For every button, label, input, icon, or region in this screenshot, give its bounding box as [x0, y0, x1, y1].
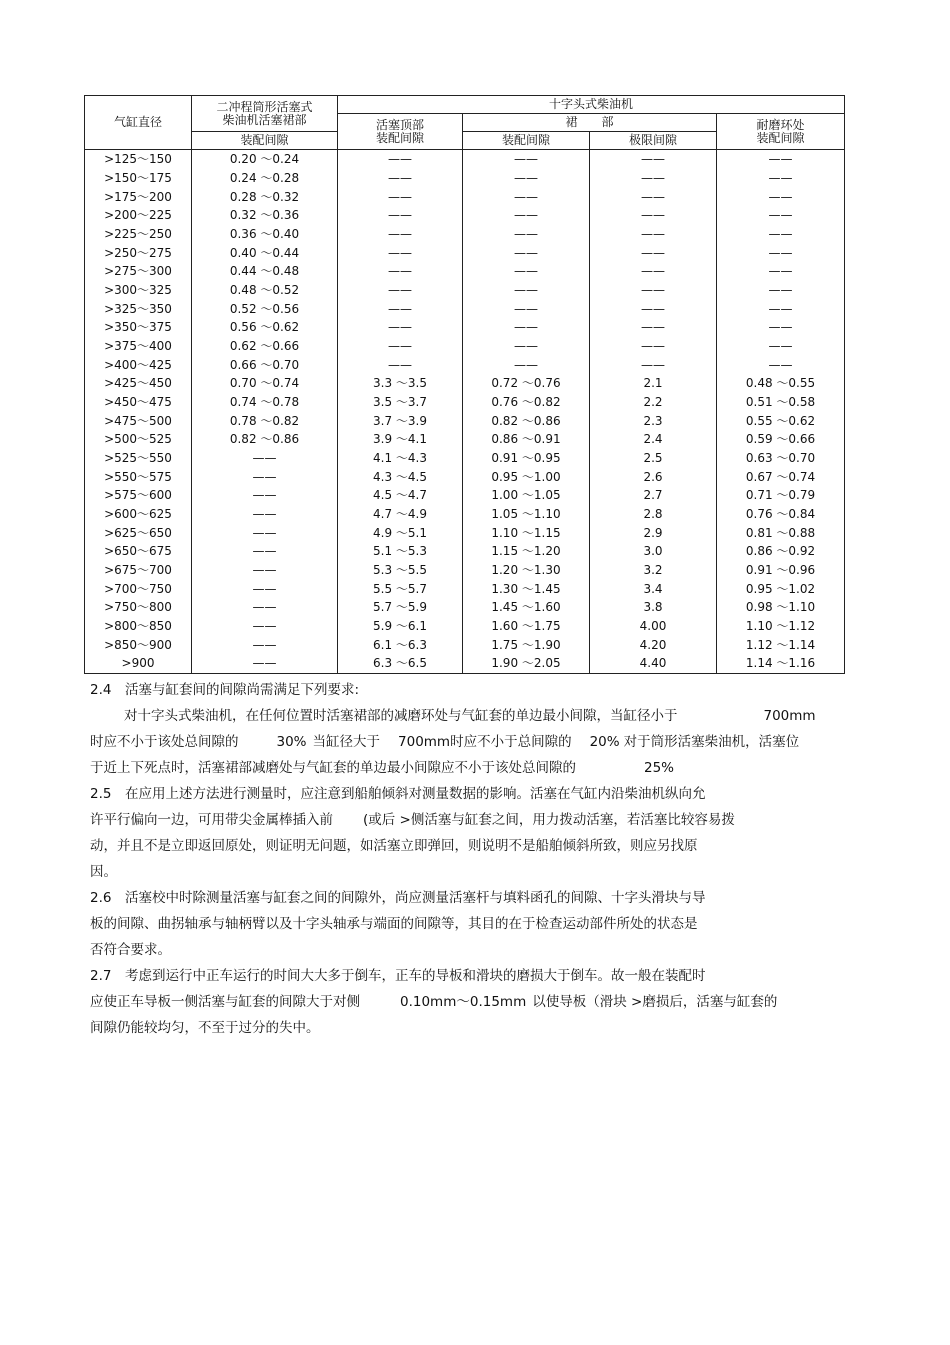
- cell-piston-top: 4.3 ～4.5: [338, 467, 463, 486]
- cell-skirt-assembly: 0.86 ～0.91: [463, 430, 590, 449]
- cell-wear-ring: 0.63 ～0.70: [717, 449, 845, 468]
- table-row: [85, 150, 845, 169]
- cell-two-stroke: ——: [192, 486, 338, 505]
- cell-skirt-assembly: ——: [463, 187, 590, 206]
- cell-skirt-limit: 4.40: [590, 654, 717, 673]
- section-2-4-line-2-text-a: 时应不小于该处总间隙的: [90, 734, 239, 750]
- cell-wear-ring: 0.91 ～0.96: [717, 561, 845, 580]
- section-2-4-line-2-text-d: 对于筒形活塞柴油机，活塞位: [623, 734, 800, 750]
- cell-bore: >450～475: [85, 393, 192, 412]
- cell-wear-ring: 0.67 ～0.74: [717, 467, 845, 486]
- section-2-5-line-2-text-b: (或后 >侧活塞与缸套之间，用力拨动活塞，若活塞比较容易拨: [363, 812, 735, 828]
- cell-two-stroke: 0.40 ～0.44: [192, 243, 338, 262]
- table-row: [85, 411, 845, 430]
- header-wear-ring: [717, 114, 845, 150]
- cell-wear-ring: ——: [717, 262, 845, 281]
- cell-piston-top: ——: [338, 262, 463, 281]
- cell-wear-ring: 0.95 ～1.02: [717, 579, 845, 598]
- cell-bore: >900: [85, 654, 192, 673]
- cell-skirt-limit: ——: [590, 187, 717, 206]
- cell-piston-top: ——: [338, 169, 463, 188]
- table-row: [85, 355, 845, 374]
- cell-piston-top: ——: [338, 150, 463, 169]
- cell-two-stroke: ——: [192, 561, 338, 580]
- cell-skirt-limit: ——: [590, 225, 717, 244]
- section-2-6-line-3: 否符合要求。: [90, 942, 171, 958]
- cell-wear-ring: 0.51 ～0.58: [717, 393, 845, 412]
- cell-piston-top: 3.9 ～4.1: [338, 430, 463, 449]
- header-skirt-assembly: 装配间隙: [463, 132, 590, 150]
- cell-wear-ring: ——: [717, 243, 845, 262]
- cell-bore: >750～800: [85, 598, 192, 617]
- cell-bore: >225～250: [85, 225, 192, 244]
- table-row: [85, 262, 845, 281]
- cell-bore: >425～450: [85, 374, 192, 393]
- section-2-4-heading: 2.4 活塞与缸套间的间隙尚需满足下列要求:: [90, 682, 360, 698]
- section-2-7-value-offset: 0.10mm～0.15mm: [400, 994, 527, 1010]
- cell-skirt-limit: 2.6: [590, 467, 717, 486]
- cell-piston-top: 3.3 ～3.5: [338, 374, 463, 393]
- section-2-4-value-700mm-a: 700mm: [763, 708, 816, 724]
- header-wear-ring-line1: 耐磨环处: [756, 117, 805, 132]
- cell-two-stroke: 0.74 ～0.78: [192, 393, 338, 412]
- cell-piston-top: ——: [338, 355, 463, 374]
- section-2-6-line-1: 2.6 活塞校中时除测量活塞与缸套之间的间隙外，尚应测量活塞杆与填料函孔的间隙、十字头滑块与导: [90, 890, 706, 906]
- cell-skirt-assembly: 1.10 ～1.15: [463, 523, 590, 542]
- cell-bore: >325～350: [85, 299, 192, 318]
- cell-bore: >675～700: [85, 561, 192, 580]
- cell-skirt-assembly: 0.82 ～0.86: [463, 411, 590, 430]
- cell-piston-top: ——: [338, 225, 463, 244]
- cell-skirt-limit: 2.2: [590, 393, 717, 412]
- section-2-4-value-20pct: 20%: [589, 734, 620, 750]
- cell-bore: >175～200: [85, 187, 192, 206]
- cell-wear-ring: 0.55 ～0.62: [717, 411, 845, 430]
- cell-skirt-limit: 2.9: [590, 523, 717, 542]
- cell-two-stroke: 0.32 ～0.36: [192, 206, 338, 225]
- cell-two-stroke: 0.66 ～0.70: [192, 355, 338, 374]
- cell-two-stroke: 0.24 ～0.28: [192, 169, 338, 188]
- section-2-4-line-3-text: 于近上下死点时，活塞裙部减磨处与气缸套的单边最小间隙应不小于该处总间隙的: [90, 760, 576, 776]
- section-2-5-line-1: 2.5 在应用上述方法进行测量时，应注意到船舶倾斜对测量数据的影响。活塞在气缸内沿柴油机纵向允: [90, 786, 706, 802]
- section-2-4-line-1-text: 对十字头式柴油机，在任何位置时活塞裙部的减磨环处与气缸套的单边最小间隙，当缸径小于: [124, 708, 678, 724]
- section-2-4-value-25pct: 25%: [644, 760, 675, 776]
- cell-wear-ring: 1.14 ～1.16: [717, 654, 845, 673]
- cell-skirt-assembly: ——: [463, 206, 590, 225]
- cell-bore: >125～150: [85, 150, 192, 169]
- cell-wear-ring: ——: [717, 299, 845, 318]
- cell-wear-ring: ——: [717, 169, 845, 188]
- cell-skirt-limit: 2.7: [590, 486, 717, 505]
- cell-skirt-assembly: 1.45 ～1.60: [463, 598, 590, 617]
- header-bore: 气缸直径: [85, 96, 192, 150]
- cell-two-stroke: 0.48 ～0.52: [192, 281, 338, 300]
- cell-skirt-limit: ——: [590, 281, 717, 300]
- cell-two-stroke: 0.82 ～0.86: [192, 430, 338, 449]
- cell-skirt-limit: 3.0: [590, 542, 717, 561]
- table-row: [85, 635, 845, 654]
- cell-bore: >625～650: [85, 523, 192, 542]
- table-row: [85, 505, 845, 524]
- cell-bore: >525～550: [85, 449, 192, 468]
- table-row: [85, 225, 845, 244]
- table-row: [85, 654, 845, 673]
- cell-skirt-assembly: 0.91 ～0.95: [463, 449, 590, 468]
- cell-piston-top: 5.7 ～5.9: [338, 598, 463, 617]
- cell-wear-ring: 0.76 ～0.84: [717, 505, 845, 524]
- cell-piston-top: 5.3 ～5.5: [338, 561, 463, 580]
- cell-bore: >375～400: [85, 337, 192, 356]
- cell-bore: >475～500: [85, 411, 192, 430]
- cell-wear-ring: 0.98 ～1.10: [717, 598, 845, 617]
- section-2-7-line-1: 2.7 考虑到运行中正车运行的时间大大多于倒车，正车的导板和滑块的磨损大于倒车。故一般在装配时: [90, 968, 706, 984]
- table-row: [85, 243, 845, 262]
- cell-skirt-limit: ——: [590, 262, 717, 281]
- cell-skirt-limit: ——: [590, 206, 717, 225]
- cell-piston-top: ——: [338, 243, 463, 262]
- section-2-4-value-30pct: 30%: [276, 734, 307, 750]
- cell-piston-top: ——: [338, 337, 463, 356]
- header-two-stroke-line2: 柴油机活塞裙部: [222, 112, 307, 127]
- cell-piston-top: 6.3 ～6.5: [338, 654, 463, 673]
- cell-wear-ring: 0.86 ～0.92: [717, 542, 845, 561]
- cell-skirt-assembly: ——: [463, 355, 590, 374]
- table-row: [85, 449, 845, 468]
- cell-skirt-assembly: ——: [463, 299, 590, 318]
- cell-skirt-assembly: ——: [463, 150, 590, 169]
- table-row: [85, 318, 845, 337]
- cell-wear-ring: ——: [717, 355, 845, 374]
- cell-skirt-assembly: 1.15 ～1.20: [463, 542, 590, 561]
- cell-piston-top: 4.7 ～4.9: [338, 505, 463, 524]
- cell-piston-top: 3.5 ～3.7: [338, 393, 463, 412]
- section-2-4-line-3: [90, 755, 880, 781]
- cell-piston-top: ——: [338, 318, 463, 337]
- header-crosshead: 十字头式柴油机: [338, 96, 845, 114]
- cell-two-stroke: 0.56 ～0.62: [192, 318, 338, 337]
- cell-skirt-limit: 2.1: [590, 374, 717, 393]
- cell-skirt-limit: 2.8: [590, 505, 717, 524]
- cell-wear-ring: ——: [717, 281, 845, 300]
- cell-two-stroke: 0.36 ～0.40: [192, 225, 338, 244]
- header-skirt-limit: 极限间隙: [590, 132, 717, 150]
- cell-piston-top: 6.1 ～6.3: [338, 635, 463, 654]
- header-two-stroke-assembly: 装配间隙: [192, 132, 338, 150]
- cell-bore: >350～375: [85, 318, 192, 337]
- header-wear-ring-line2: 装配间隙: [756, 130, 805, 145]
- cell-skirt-limit: ——: [590, 299, 717, 318]
- table-row: [85, 430, 845, 449]
- cell-bore: >500～525: [85, 430, 192, 449]
- cell-bore: >150～175: [85, 169, 192, 188]
- cell-two-stroke: ——: [192, 598, 338, 617]
- cell-piston-top: 4.5 ～4.7: [338, 486, 463, 505]
- section-2-4-line-2: [90, 729, 880, 755]
- cell-skirt-assembly: 1.00 ～1.05: [463, 486, 590, 505]
- table-row: [85, 467, 845, 486]
- cell-wear-ring: ——: [717, 150, 845, 169]
- cell-bore: >650～675: [85, 542, 192, 561]
- table-row: [85, 523, 845, 542]
- section-2-5-line-2-text-a: 许平行偏向一边，可用带尖金属棒插入前: [90, 812, 333, 828]
- section-2-5-line-3: 动，并且不是立即返回原处，则证明无问题，如活塞立即弹回，则说明不是船舶倾斜所致，则应另找原: [90, 838, 698, 854]
- header-piston-top: [338, 114, 463, 150]
- cell-skirt-limit: 3.2: [590, 561, 717, 580]
- cell-two-stroke: 0.44 ～0.48: [192, 262, 338, 281]
- cell-bore: >250～275: [85, 243, 192, 262]
- cell-skirt-assembly: ——: [463, 337, 590, 356]
- cell-piston-top: 5.9 ～6.1: [338, 617, 463, 636]
- header-two-stroke-line1: 二冲程筒形活塞式: [216, 99, 313, 114]
- cell-two-stroke: ——: [192, 505, 338, 524]
- cell-skirt-assembly: ——: [463, 262, 590, 281]
- header-two-stroke: [192, 96, 338, 132]
- cell-skirt-assembly: ——: [463, 225, 590, 244]
- cell-two-stroke: 0.28 ～0.32: [192, 187, 338, 206]
- cell-two-stroke: ——: [192, 523, 338, 542]
- cell-skirt-assembly: ——: [463, 243, 590, 262]
- cell-piston-top: 3.7 ～3.9: [338, 411, 463, 430]
- section-2-7-line-2-text-a: 应使正车导板一侧活塞与缸套的间隙大于对侧: [90, 994, 360, 1010]
- table-row: [85, 579, 845, 598]
- cell-skirt-limit: 3.8: [590, 598, 717, 617]
- cell-skirt-assembly: 0.95 ～1.00: [463, 467, 590, 486]
- cell-wear-ring: 0.48 ～0.55: [717, 374, 845, 393]
- cell-bore: >575～600: [85, 486, 192, 505]
- cell-skirt-limit: 3.4: [590, 579, 717, 598]
- cell-wear-ring: ——: [717, 318, 845, 337]
- table-row: [85, 337, 845, 356]
- table-row: [85, 169, 845, 188]
- cell-skirt-assembly: 1.60 ～1.75: [463, 617, 590, 636]
- cell-two-stroke: ——: [192, 467, 338, 486]
- cell-skirt-assembly: ——: [463, 281, 590, 300]
- table-row: [85, 299, 845, 318]
- section-2-6-line-2: 板的间隙、曲拐轴承与轴柄臂以及十字头轴承与端面的间隙等，其目的在于检查运动部件所处的状态是: [90, 916, 698, 932]
- cell-skirt-assembly: 1.30 ～1.45: [463, 579, 590, 598]
- cell-two-stroke: 0.78 ～0.82: [192, 411, 338, 430]
- cell-skirt-limit: 2.4: [590, 430, 717, 449]
- cell-skirt-assembly: 0.72 ～0.76: [463, 374, 590, 393]
- cell-bore: >400～425: [85, 355, 192, 374]
- cell-two-stroke: 0.52 ～0.56: [192, 299, 338, 318]
- cell-wear-ring: 0.59 ～0.66: [717, 430, 845, 449]
- cell-two-stroke: ——: [192, 635, 338, 654]
- cell-wear-ring: 0.71 ～0.79: [717, 486, 845, 505]
- cell-piston-top: ——: [338, 281, 463, 300]
- section-2-4-line-2-text-b: 当缸径大于: [312, 734, 381, 750]
- cell-bore: >800～850: [85, 617, 192, 636]
- cell-wear-ring: 1.12 ～1.14: [717, 635, 845, 654]
- cell-piston-top: 5.1 ～5.3: [338, 542, 463, 561]
- cell-wear-ring: ——: [717, 337, 845, 356]
- cell-two-stroke: ——: [192, 449, 338, 468]
- cell-skirt-assembly: 1.05 ～1.10: [463, 505, 590, 524]
- header-skirt: 裙 部: [463, 114, 717, 132]
- cell-two-stroke: 0.70 ～0.74: [192, 374, 338, 393]
- section-2-7-line-3: 间隙仍能较均匀，不至于过分的失中。: [90, 1020, 320, 1036]
- cell-wear-ring: 1.10 ～1.12: [717, 617, 845, 636]
- cell-two-stroke: ——: [192, 617, 338, 636]
- cell-skirt-limit: ——: [590, 355, 717, 374]
- table-row: [85, 281, 845, 300]
- cell-skirt-limit: 2.3: [590, 411, 717, 430]
- cell-wear-ring: ——: [717, 225, 845, 244]
- cell-skirt-assembly: 0.76 ～0.82: [463, 393, 590, 412]
- cell-skirt-assembly: 1.20 ～1.30: [463, 561, 590, 580]
- section-2-7-line-2: [90, 989, 880, 1015]
- table-row: [85, 486, 845, 505]
- section-2-7-line-2-text-b: 以使导板（滑块 >磨损后，活塞与缸套的: [532, 994, 778, 1010]
- cell-bore: >700～750: [85, 579, 192, 598]
- section-2-4-line-2-text-c: 时应不小于总间隙的: [450, 734, 572, 750]
- cell-piston-top: 4.1 ～4.3: [338, 449, 463, 468]
- table-row: [85, 374, 845, 393]
- body-text: [90, 677, 880, 1041]
- table-row: [85, 393, 845, 412]
- section-2-4-line-1: [90, 703, 880, 729]
- cell-skirt-limit: 4.20: [590, 635, 717, 654]
- cell-skirt-assembly: ——: [463, 318, 590, 337]
- cell-bore: >275～300: [85, 262, 192, 281]
- clearance-table: [84, 95, 845, 674]
- cell-two-stroke: 0.20 ～0.24: [192, 150, 338, 169]
- cell-skirt-assembly: 1.90 ～2.05: [463, 654, 590, 673]
- cell-piston-top: ——: [338, 206, 463, 225]
- cell-two-stroke: 0.62 ～0.66: [192, 337, 338, 356]
- cell-piston-top: 5.5 ～5.7: [338, 579, 463, 598]
- cell-skirt-limit: ——: [590, 243, 717, 262]
- cell-two-stroke: ——: [192, 654, 338, 673]
- cell-bore: >200～225: [85, 206, 192, 225]
- cell-two-stroke: ——: [192, 579, 338, 598]
- cell-skirt-limit: 2.5: [590, 449, 717, 468]
- table-row: [85, 561, 845, 580]
- cell-skirt-limit: ——: [590, 150, 717, 169]
- cell-bore: >300～325: [85, 281, 192, 300]
- table-row: [85, 617, 845, 636]
- cell-wear-ring: 0.81 ～0.88: [717, 523, 845, 542]
- cell-piston-top: ——: [338, 187, 463, 206]
- cell-skirt-limit: 4.00: [590, 617, 717, 636]
- table-row: [85, 542, 845, 561]
- cell-piston-top: ——: [338, 299, 463, 318]
- table-row: [85, 206, 845, 225]
- header-piston-top-line1: 活塞顶部: [375, 117, 424, 132]
- section-2-5-line-2: [90, 807, 880, 833]
- cell-wear-ring: ——: [717, 206, 845, 225]
- header-piston-top-line2: 装配间隙: [375, 130, 424, 145]
- cell-skirt-assembly: 1.75 ～1.90: [463, 635, 590, 654]
- section-2-4-value-700mm-b: 700mm: [398, 734, 451, 750]
- cell-two-stroke: ——: [192, 542, 338, 561]
- cell-skirt-limit: ——: [590, 337, 717, 356]
- cell-piston-top: 4.9 ～5.1: [338, 523, 463, 542]
- table-body: [85, 150, 845, 674]
- cell-bore: >600～625: [85, 505, 192, 524]
- cell-bore: >550～575: [85, 467, 192, 486]
- cell-wear-ring: ——: [717, 187, 845, 206]
- table-row: [85, 598, 845, 617]
- cell-skirt-limit: ——: [590, 318, 717, 337]
- table-row: [85, 187, 845, 206]
- section-2-5-line-4: 因。: [90, 864, 117, 880]
- cell-skirt-limit: ——: [590, 169, 717, 188]
- cell-bore: >850～900: [85, 635, 192, 654]
- cell-skirt-assembly: ——: [463, 169, 590, 188]
